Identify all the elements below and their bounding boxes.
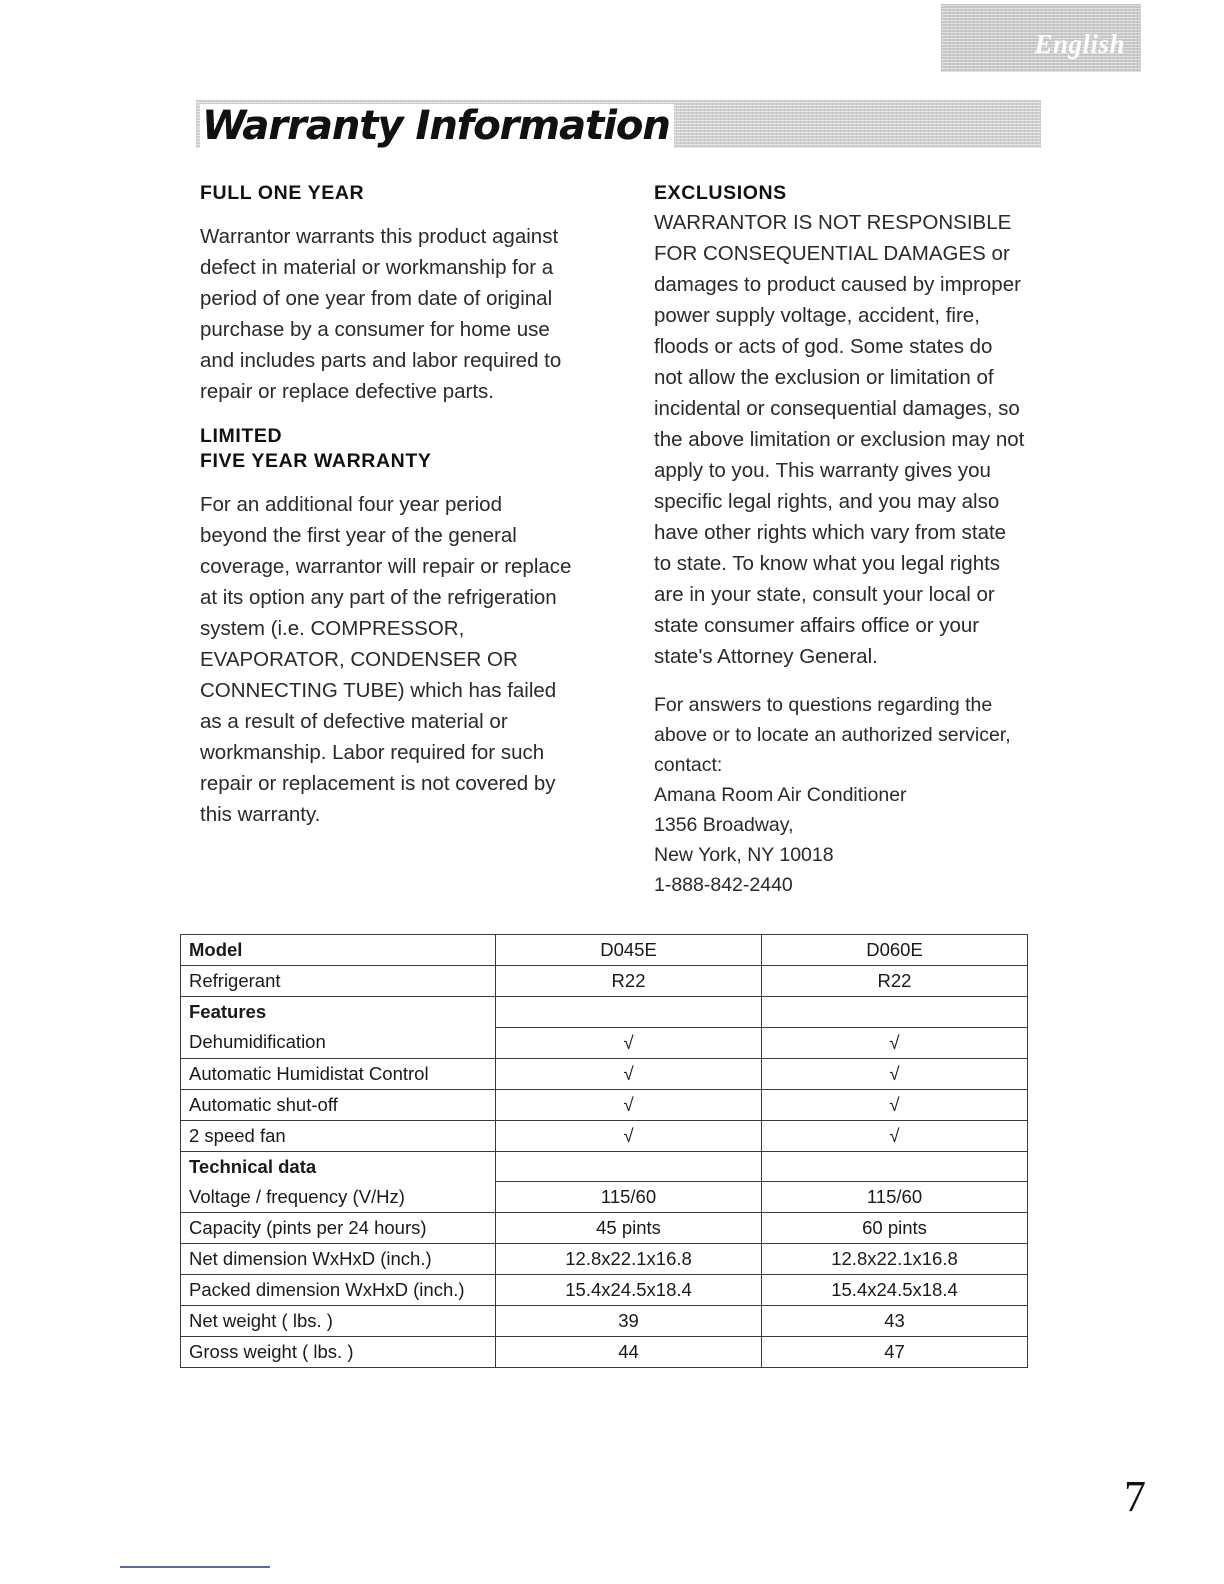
left-column	[200, 182, 572, 848]
table-row	[181, 1306, 1028, 1337]
table-row	[181, 1151, 1028, 1182]
contact-city: New York, NY 10018	[654, 844, 834, 866]
table-cell-col1	[496, 997, 762, 1028]
table-row-label: Gross weight ( lbs. )	[181, 1337, 496, 1368]
exclusions-body	[654, 207, 1026, 672]
table-row	[181, 1337, 1028, 1368]
table-row-label: 2 speed fan	[181, 1120, 496, 1151]
footer-rule	[120, 1566, 270, 1568]
exclusions-heading: EXCLUSIONS	[654, 182, 787, 204]
table-cell-col1: 45 pints	[496, 1213, 762, 1244]
five-year-body-part1: For an additional four year period beyond the first year of the general coverage, warrantor will repair or replace at its option any part of the refrigeration system (i.e.	[200, 493, 572, 640]
table-row	[181, 1182, 1028, 1213]
table-cell-col2: √	[762, 1027, 1028, 1058]
language-tab	[941, 4, 1141, 72]
table-cell-col1: 115/60	[496, 1182, 762, 1213]
exclusions-body-caps: WARRANTOR IS NOT RESPONSIBLE FOR CONSEQUENTIAL DAMAGES	[654, 211, 1012, 265]
contact-company: Amana Room Air Conditioner	[654, 784, 907, 806]
table-cell-col2: 12.8x22.1x16.8	[762, 1244, 1028, 1275]
contact-phone: 1-888-842-2440	[654, 874, 793, 896]
language-tab-label: English	[1034, 29, 1125, 59]
table-cell-col2: 15.4x24.5x18.4	[762, 1275, 1028, 1306]
table-header-row	[181, 935, 1028, 966]
table-cell-col2: √	[762, 1120, 1028, 1151]
specifications-table	[180, 934, 1028, 1368]
table-cell-col2: R22	[762, 966, 1028, 997]
table-cell-col1: 44	[496, 1337, 762, 1368]
table-row	[181, 966, 1028, 997]
table-cell-col1: 15.4x24.5x18.4	[496, 1275, 762, 1306]
table-cell-col2: √	[762, 1058, 1028, 1089]
table-row	[181, 1058, 1028, 1089]
table-cell-col2: 47	[762, 1337, 1028, 1368]
full-one-year-heading: FULL ONE YEAR	[200, 182, 365, 204]
table-cell-col1: √	[496, 1120, 762, 1151]
page-title: Warranty Information	[200, 104, 674, 150]
table-row-label: Refrigerant	[181, 966, 496, 997]
table-row	[181, 1213, 1028, 1244]
table-row-label: Automatic shut-off	[181, 1089, 496, 1120]
table-row	[181, 1275, 1028, 1306]
table-row-label: Voltage / frequency (V/Hz)	[181, 1182, 496, 1213]
table-cell-col2: √	[762, 1089, 1028, 1120]
table-cell-col1: √	[496, 1058, 762, 1089]
table-row-label: Net dimension WxHxD (inch.)	[181, 1244, 496, 1275]
table-row	[181, 997, 1028, 1028]
table-row	[181, 1120, 1028, 1151]
table-row	[181, 1027, 1028, 1058]
table-cell-col2: 43	[762, 1306, 1028, 1337]
table-header-col1: D045E	[496, 935, 762, 966]
table-row	[181, 1244, 1028, 1275]
contact-intro: For answers to questions regarding the above or to locate an authorized servicer, contact:	[654, 694, 1011, 776]
table-row-label: Features	[181, 997, 496, 1028]
table-cell-col1: R22	[496, 966, 762, 997]
table-cell-col2: 115/60	[762, 1182, 1028, 1213]
full-one-year-body: Warrantor warrants this product against defect in material or workmanship for a period of one year from date of original purchase by a consumer for home use and includes parts and labor required to repair or replace defective parts.	[200, 225, 562, 403]
table-cell-col2	[762, 997, 1028, 1028]
limited-heading-line1: LIMITED	[200, 425, 283, 447]
table-header-label: Model	[181, 935, 496, 966]
table-row-label: Dehumidification	[181, 1027, 496, 1058]
table-row-label: Packed dimension WxHxD (inch.)	[181, 1275, 496, 1306]
table-row-label: Capacity (pints per 24 hours)	[181, 1213, 496, 1244]
five-year-warranty-body	[200, 489, 572, 830]
table-cell-col1	[496, 1151, 762, 1182]
limited-heading-line2: FIVE YEAR WARRANTY	[200, 450, 432, 472]
contact-street: 1356 Broadway,	[654, 814, 794, 836]
table-row-label: Automatic Humidistat Control	[181, 1058, 496, 1089]
page-number: 7	[1124, 1472, 1146, 1521]
exclusions-body-text: or damages to product caused by improper power supply voltage, accident, fire, floods or acts of god. Some states do not allow the exclusion or limitation of incidental or consequential damages, so the above limitation or exclusion may not apply to you. This warranty gives you specific legal rights, and you may also have other rights which vary from state to state. To know what you legal rights are in your state, consult your local or state consumer affairs office or your state's Attorney General.	[654, 242, 1025, 668]
table-cell-col1: 12.8x22.1x16.8	[496, 1244, 762, 1275]
table-cell-col1: 39	[496, 1306, 762, 1337]
table-row-label: Net weight ( lbs. )	[181, 1306, 496, 1337]
five-year-body-part2: which has failed as a result of defective material or workmanship. Labor required for such repair or replacement is not covered by this warranty.	[200, 679, 557, 826]
table-row	[181, 1089, 1028, 1120]
table-cell-col1: √	[496, 1027, 762, 1058]
table-row-label: Technical data	[181, 1151, 496, 1182]
table-header-col2: D060E	[762, 935, 1028, 966]
table-cell-col1: √	[496, 1089, 762, 1120]
five-year-body-caps: COMPRESSOR, EVAPORATOR, CONDENSER OR CONNECTING TUBE)	[200, 617, 518, 702]
table-cell-col2	[762, 1151, 1028, 1182]
right-column	[654, 182, 1026, 900]
table-cell-col2: 60 pints	[762, 1213, 1028, 1244]
